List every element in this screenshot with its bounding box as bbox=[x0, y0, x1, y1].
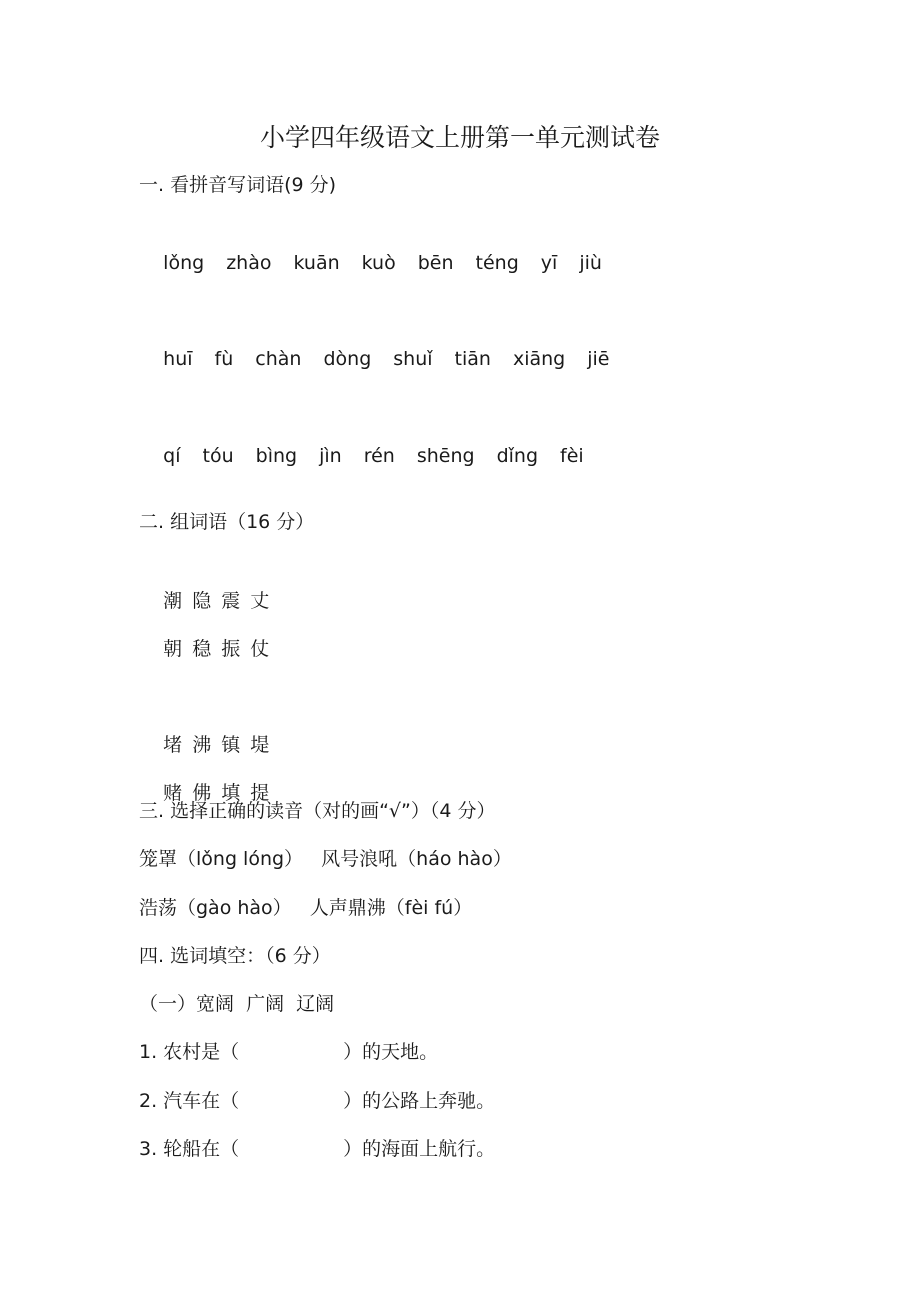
character: 隐 bbox=[192, 590, 212, 612]
pinyin-syllable: bìng bbox=[255, 445, 298, 467]
character: 丈 bbox=[250, 590, 270, 612]
character: 稳 bbox=[192, 638, 212, 660]
fill-blank-question bbox=[139, 1134, 495, 1164]
section-3-heading: 三. 选择正确的读音（对的画“√”）（4 分） bbox=[139, 800, 496, 822]
section-1-heading: 一. 看拼音写词语(9 分) bbox=[139, 174, 337, 196]
fill-blank-question bbox=[139, 1086, 495, 1116]
character: 堵 bbox=[163, 734, 183, 756]
character: 振 bbox=[221, 638, 241, 660]
pinyin-syllable: fèi bbox=[560, 445, 584, 467]
question-prefix: 2. 汽车在（ bbox=[139, 1090, 240, 1112]
question-prefix: 3. 轮船在（ bbox=[139, 1138, 240, 1160]
pinyin-row-2 bbox=[139, 314, 609, 404]
pinyin-syllable: xiāng bbox=[512, 348, 566, 370]
pinyin-syllable: jìn bbox=[319, 445, 342, 467]
pinyin-syllable: jiē bbox=[587, 348, 610, 370]
question-suffix: ）的天地。 bbox=[343, 1041, 439, 1063]
section-2-heading: 二. 组词语（16 分） bbox=[139, 511, 315, 533]
pinyin-syllable: lǒng bbox=[163, 252, 205, 274]
character: 朝 bbox=[163, 638, 183, 660]
pinyin-row-1 bbox=[139, 218, 602, 308]
character: 潮 bbox=[163, 590, 183, 612]
character: 堤 bbox=[250, 734, 270, 756]
character: 沸 bbox=[192, 734, 212, 756]
character: 仗 bbox=[250, 638, 270, 660]
section-4-heading: 四. 选词填空：（6 分） bbox=[139, 945, 331, 967]
pinyin-syllable: tóu bbox=[202, 445, 234, 467]
pinyin-syllable: kuò bbox=[361, 252, 396, 274]
pinyin-syllable: qí bbox=[163, 445, 181, 467]
character: 震 bbox=[221, 590, 241, 612]
pinyin-syllable: dǐng bbox=[496, 445, 539, 467]
character-row-2 bbox=[139, 604, 269, 694]
reading-choice-item: 浩荡（gào hào） 人声鼎沸（fèi fú） bbox=[139, 897, 473, 919]
pinyin-syllable: kuān bbox=[293, 252, 340, 274]
pinyin-syllable: dòng bbox=[323, 348, 372, 370]
page-title: 小学四年级语文上册第一单元测试卷 bbox=[259, 123, 660, 152]
pinyin-syllable: yī bbox=[540, 252, 558, 274]
pinyin-syllable: téng bbox=[475, 252, 519, 274]
word-options: （一）宽阔 广阔 辽阔 bbox=[139, 993, 335, 1015]
character: 提 bbox=[250, 782, 270, 804]
character: 镇 bbox=[221, 734, 241, 756]
question-prefix: 1. 农村是（ bbox=[139, 1041, 240, 1063]
question-suffix: ）的海面上航行。 bbox=[343, 1138, 496, 1160]
question-suffix: ）的公路上奔驰。 bbox=[343, 1090, 496, 1112]
pinyin-syllable: jiù bbox=[579, 252, 602, 274]
character: 赌 bbox=[163, 782, 183, 804]
pinyin-syllable: tiān bbox=[454, 348, 491, 370]
pinyin-syllable: fù bbox=[214, 348, 234, 370]
reading-choice-item: 笼罩（lǒng lóng） 风号浪吼（háo hào） bbox=[139, 848, 512, 870]
pinyin-syllable: huī bbox=[163, 348, 193, 370]
pinyin-syllable: bēn bbox=[417, 252, 454, 274]
pinyin-syllable: shuǐ bbox=[393, 348, 433, 370]
fill-blank-question bbox=[139, 1037, 438, 1067]
character: 填 bbox=[221, 782, 241, 804]
pinyin-syllable: chàn bbox=[255, 348, 302, 370]
character: 佛 bbox=[192, 782, 212, 804]
pinyin-syllable: rén bbox=[363, 445, 395, 467]
pinyin-syllable: shēng bbox=[416, 445, 475, 467]
pinyin-row-3 bbox=[139, 411, 584, 501]
pinyin-syllable: zhào bbox=[226, 252, 272, 274]
